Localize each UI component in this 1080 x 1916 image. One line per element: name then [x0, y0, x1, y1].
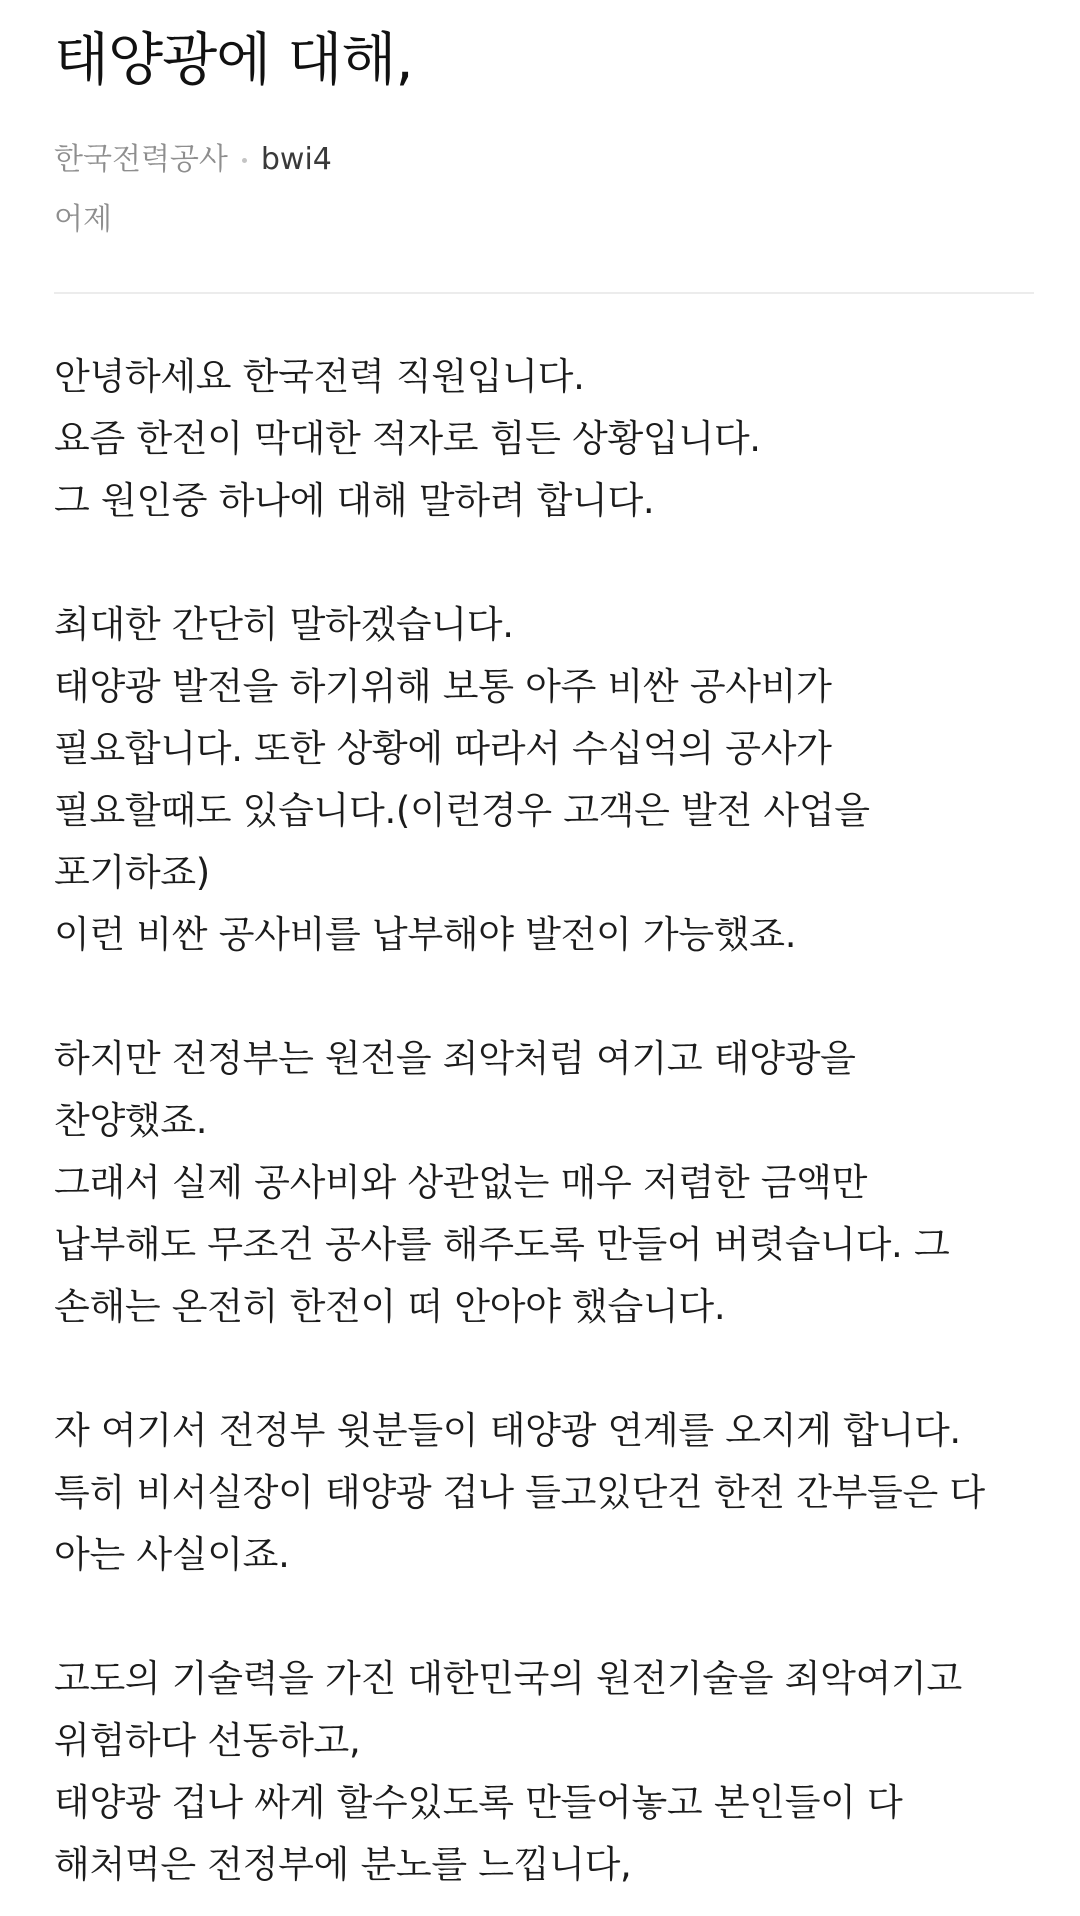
divider [54, 292, 1034, 294]
post-title: 태양광에 대해, [54, 27, 413, 93]
body-line: 손해는 온전히 한전이 떠 안아야 했습니다. [54, 1285, 726, 1328]
body-line: 필요합니다. 또한 상황에 따라서 수십억의 공사가 [54, 727, 832, 770]
body-line: 특히 비서실장이 태양광 겁나 들고있단건 한전 간부들은 다 [54, 1471, 985, 1514]
post-date: 어제 [54, 202, 112, 237]
body-line: 그 원인중 하나에 대해 말하려 합니다. [54, 479, 655, 522]
paragraph-5 [54, 1648, 1026, 1896]
body-line: 요즘 한전이 막대한 적자로 힘든 상황입니다. [54, 417, 761, 460]
paragraph-1 [54, 346, 1026, 532]
post-body [54, 346, 1026, 1896]
body-line: 자 여기서 전정부 윗분들이 태양광 연계를 오지게 합니다. [54, 1409, 961, 1452]
body-line: 그래서 실제 공사비와 상관없는 매우 저렴한 금액만 [54, 1161, 868, 1204]
body-line: 필요할때도 있습니다.(이런경우 고객은 발전 사업을 [54, 789, 870, 832]
paragraph-3 [54, 1028, 1026, 1338]
body-line: 아는 사실이죠. [54, 1533, 290, 1576]
body-line: 위험하다 선동하고, [54, 1719, 361, 1762]
body-line: 해처먹은 전정부에 분노를 느낍니다, [54, 1843, 632, 1886]
post-meta [54, 140, 1026, 180]
paragraph-4 [54, 1400, 1026, 1586]
board-name-link[interactable]: 한국전력공사 [54, 142, 228, 177]
body-line: 이런 비싼 공사비를 납부해야 발전이 가능했죠. [54, 913, 797, 956]
author-name[interactable]: bwi4 [260, 142, 332, 177]
body-line: 태양광 발전을 하기위해 보통 아주 비싼 공사비가 [54, 665, 832, 708]
body-line: 납부해도 무조건 공사를 해주도록 만들어 버렷습니다. 그 [54, 1223, 950, 1266]
body-line: 하지만 전정부는 원전을 죄악처럼 여기고 태양광을 [54, 1037, 856, 1080]
body-line: 태양광 겁나 싸게 할수있도록 만들어놓고 본인들이 다 [54, 1781, 903, 1824]
separator-dot [242, 158, 247, 163]
body-line: 고도의 기술력을 가진 대한민국의 원전기술을 죄악여기고 [54, 1657, 962, 1700]
paragraph-2 [54, 594, 1026, 966]
body-line: 안녕하세요 한국전력 직원입니다. [54, 355, 585, 398]
body-line: 포기하죠) [54, 851, 210, 894]
body-line: 찬양했죠. [54, 1099, 208, 1142]
body-line: 최대한 간단히 말하겠습니다. [54, 603, 514, 646]
